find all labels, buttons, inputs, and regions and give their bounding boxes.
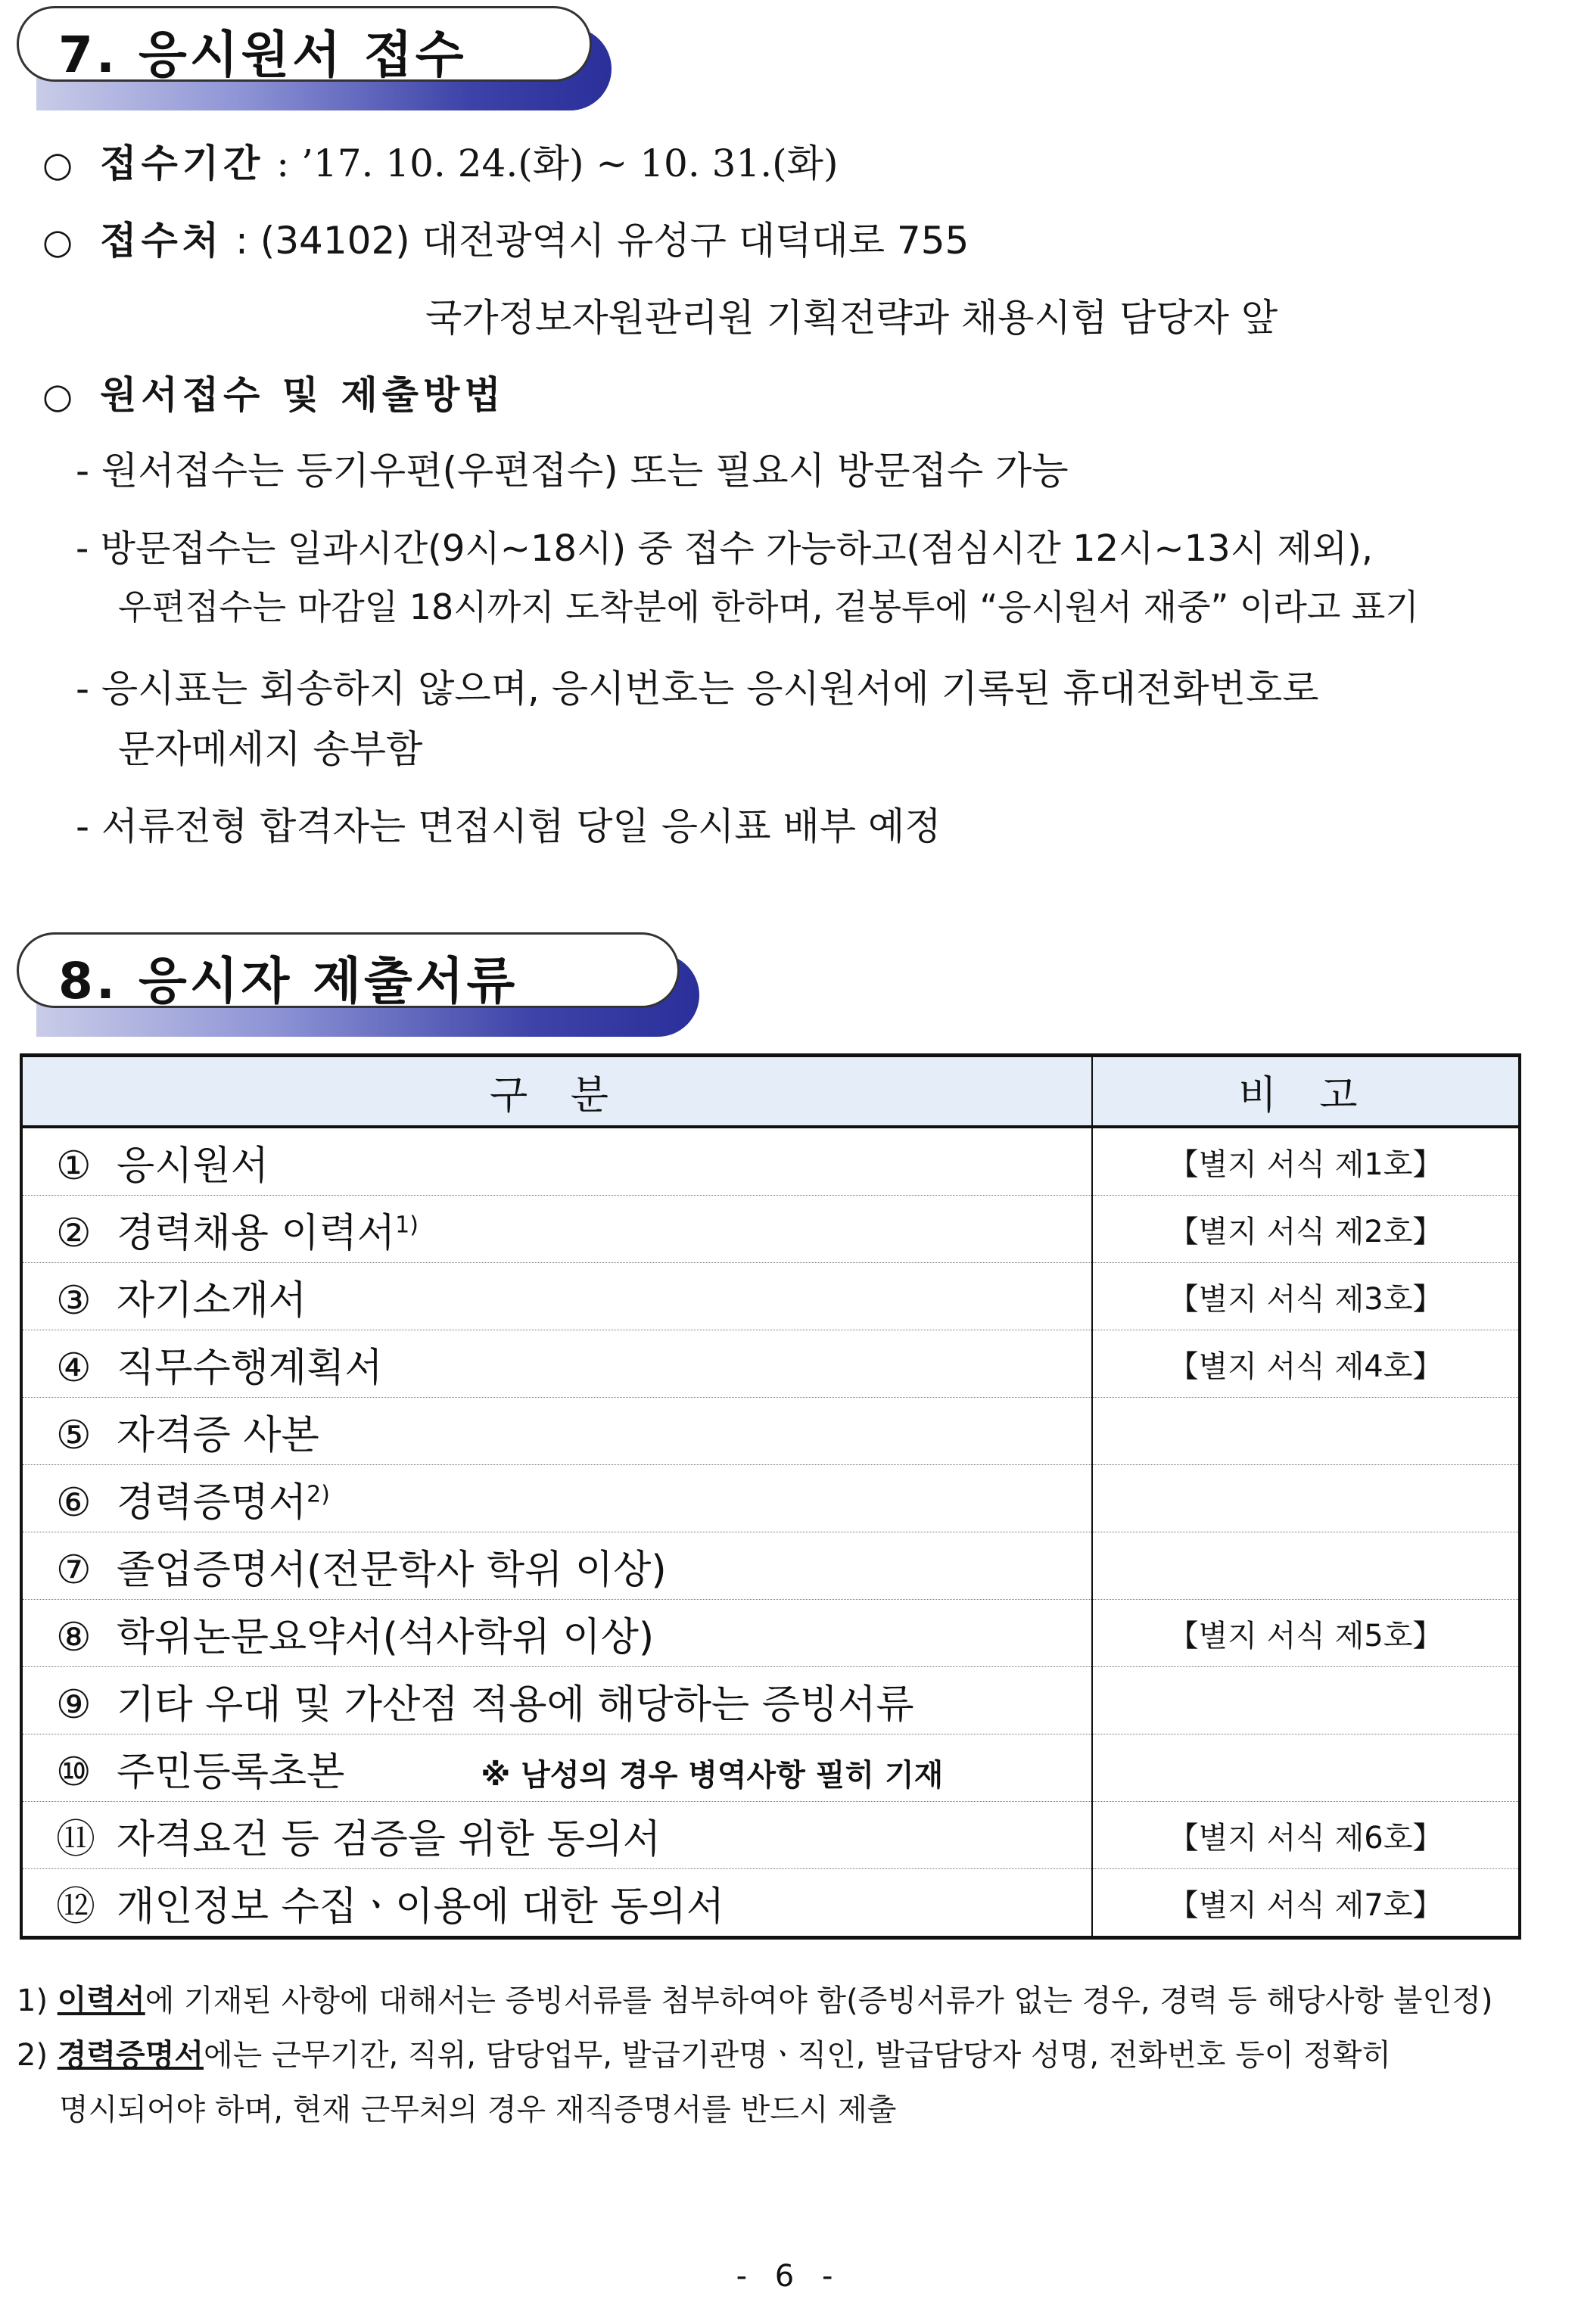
place-value: : (34102) 대전광역시 유성구 대덕대로 755 — [235, 219, 970, 263]
document-name-cell — [21, 1330, 1092, 1398]
place-label: 접수처 — [100, 219, 224, 263]
document-name-cell — [21, 1398, 1092, 1465]
remark-cell: 【별지 서식 제7호】 — [1092, 1869, 1520, 1938]
item-number: ⑥ — [56, 1479, 92, 1526]
remark-cell — [1092, 1398, 1520, 1465]
item-label: 자격요건 등 검증을 위한 동의서 — [117, 1816, 661, 1862]
item-number: ① — [56, 1143, 92, 1189]
document-name-cell — [21, 1600, 1092, 1667]
method-heading — [42, 365, 506, 419]
header-category: 구 분 — [21, 1056, 1092, 1128]
remark-cell — [1092, 1532, 1520, 1600]
item-label: 자기소개서 — [117, 1277, 307, 1324]
table-row — [21, 1465, 1520, 1532]
period-value: : ’17. 10. 24.(화) ~ 10. 31.(화) — [276, 142, 839, 185]
table-row — [21, 1802, 1520, 1869]
footnote-text: 에는 근무기간, 직위, 담당업무, 발급기관명ㆍ직인, 발급담당자 성명, 전화번호 등이 정확히 — [203, 2038, 1392, 2073]
place-value-line2: 국가정보자원관리원 기획전략과 채용시험 담당자 앞 — [425, 296, 1278, 340]
period-label: 접수기간 — [100, 142, 265, 185]
item-number: ⑫ — [56, 1884, 96, 1930]
footnote-term: 경력증명서 — [57, 2038, 204, 2073]
remark-cell — [1092, 1465, 1520, 1532]
method-item-4: - 서류전형 합격자는 면접시험 당일 응시표 배부 예정 — [76, 804, 942, 848]
item-number: ⑧ — [56, 1614, 92, 1660]
item-label: 자격증 사본 — [117, 1412, 319, 1458]
document-name-cell — [21, 1734, 1092, 1802]
table-row — [21, 1532, 1520, 1600]
table-header-row — [21, 1056, 1520, 1128]
footnote-2 — [17, 2031, 1391, 2074]
section8-title: 8. 응시자 제출서류 — [58, 952, 518, 1010]
banner-box — [17, 6, 592, 82]
remark-cell: 【별지 서식 제1호】 — [1092, 1127, 1520, 1196]
footnote-1 — [17, 1977, 1492, 2020]
circle-bullet-icon: ○ — [42, 221, 73, 262]
document-name-cell — [21, 1127, 1092, 1196]
item-label: 학위논문요약서(석사학위 이상) — [117, 1614, 655, 1660]
method-item-1: - 원서접수는 등기우편(우편접수) 또는 필요시 방문접수 가능 — [76, 449, 1069, 493]
remark-cell: 【별지 서식 제4호】 — [1092, 1330, 1520, 1398]
method-item-2: - 방문접수는 일과시간(9시~18시) 중 접수 가능하고(점심시간 12시~13시 제외), — [76, 527, 1374, 570]
item-label: 직무수행계획서 — [117, 1345, 383, 1391]
item-label: 응시원서 — [117, 1143, 269, 1189]
footnote-2-cont: 명시되어야 하며, 현재 근무처의 경우 재직증명서를 반드시 제출 — [59, 2092, 897, 2127]
remark-cell — [1092, 1667, 1520, 1734]
item-number: ⑤ — [56, 1412, 92, 1458]
table-row — [21, 1869, 1520, 1938]
item-number: ⑩ — [56, 1749, 92, 1795]
item-number: ⑦ — [56, 1547, 92, 1593]
remark-cell: 【별지 서식 제6호】 — [1092, 1802, 1520, 1869]
document-name-cell — [21, 1196, 1092, 1263]
table-row — [21, 1330, 1520, 1398]
remark-cell: 【별지 서식 제3호】 — [1092, 1263, 1520, 1330]
documents-table — [20, 1053, 1521, 1940]
method-heading-text: 원서접수 및 제출방법 — [100, 373, 506, 417]
item-number: ④ — [56, 1345, 92, 1391]
item-note: ※ 남성의 경우 병역사항 필히 기재 — [481, 1757, 944, 1793]
document-name-cell — [21, 1802, 1092, 1869]
method-item-3: - 응시표는 회송하지 않으며, 응시번호는 응시원서에 기록된 휴대전화번호로 — [76, 667, 1319, 711]
item-number: ② — [56, 1210, 92, 1256]
item-label: 경력채용 이력서 — [117, 1210, 396, 1256]
footnote-ref: 1) — [395, 1212, 419, 1239]
footnote-ref: 2) — [307, 1481, 330, 1508]
method-item-2-cont: 우편접수는 마감일 18시까지 도착분에 한하며, 겉봉투에 “응시원서 재중” 이라고 표기 — [118, 586, 1419, 627]
item-number: ③ — [56, 1277, 92, 1324]
table-row — [21, 1667, 1520, 1734]
remark-cell: 【별지 서식 제2호】 — [1092, 1196, 1520, 1263]
item-label: 졸업증명서(전문학사 학위 이상) — [117, 1547, 667, 1593]
item-label: 주민등록초본 — [117, 1749, 345, 1795]
footnote-marker: 2) — [17, 2038, 48, 2073]
item-label: 경력증명서 — [117, 1479, 307, 1526]
receipt-period — [42, 133, 838, 188]
remark-cell: 【별지 서식 제5호】 — [1092, 1600, 1520, 1667]
document-name-cell — [21, 1263, 1092, 1330]
document-name-cell — [21, 1532, 1092, 1600]
receipt-place — [42, 210, 969, 265]
table-row — [21, 1127, 1520, 1196]
table-row — [21, 1196, 1520, 1263]
footnote-marker: 1) — [17, 1983, 48, 2018]
circle-bullet-icon: ○ — [42, 144, 73, 185]
page-number: - 6 - — [736, 2259, 842, 2294]
section7-title: 7. 응시원서 접수 — [58, 26, 467, 84]
item-label: 기타 우대 및 가산점 적용에 해당하는 증빙서류 — [117, 1682, 914, 1728]
table-row — [21, 1600, 1520, 1667]
table-row — [21, 1263, 1520, 1330]
footnote-term: 이력서 — [57, 1983, 145, 2018]
item-number: ⑪ — [56, 1816, 96, 1862]
item-number: ⑨ — [56, 1682, 92, 1728]
remark-cell — [1092, 1734, 1520, 1802]
footnote-text: 에 기재된 사항에 대해서는 증빙서류를 첨부하여야 함(증빙서류가 없는 경우, 경력 등 해당사항 불인정) — [145, 1983, 1493, 2018]
method-item-3-cont: 문자메세지 송부함 — [118, 727, 423, 771]
table-row — [21, 1734, 1520, 1802]
header-remarks: 비 고 — [1092, 1056, 1520, 1128]
table-row — [21, 1398, 1520, 1465]
document-name-cell — [21, 1667, 1092, 1734]
circle-bullet-icon: ○ — [42, 375, 73, 416]
document-name-cell — [21, 1869, 1092, 1938]
item-label: 개인정보 수집ㆍ이용에 대한 동의서 — [117, 1884, 725, 1930]
banner-box — [17, 932, 680, 1008]
document-name-cell — [21, 1465, 1092, 1532]
